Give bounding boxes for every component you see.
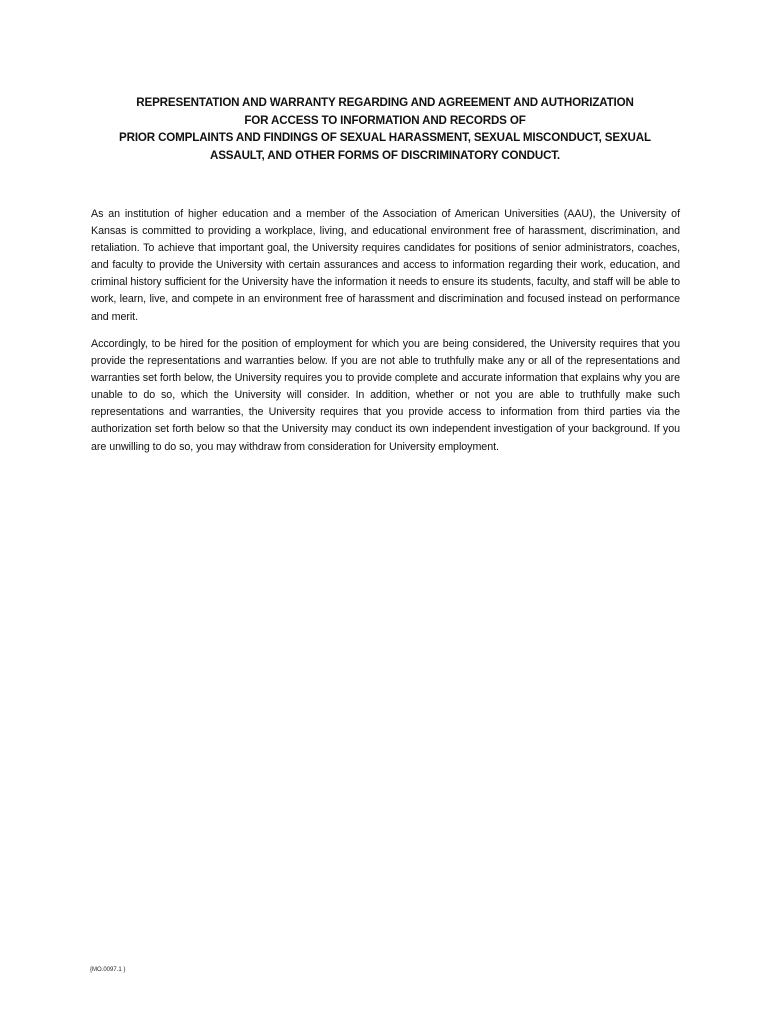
- title-line-1: REPRESENTATION AND WARRANTY REGARDING AND AGREEMENT AND AUTHORIZATION: [136, 96, 634, 109]
- document-title: [90, 94, 680, 164]
- document-code-footer: {MO.0097.1 }: [90, 967, 126, 973]
- title-line-2: FOR ACCESS TO INFORMATION AND RECORDS OF: [244, 113, 526, 127]
- title-line-4: ASSAULT, AND OTHER FORMS OF DISCRIMINATORY CONDUCT.: [209, 148, 561, 162]
- title-line-3: PRIOR COMPLAINTS AND FINDINGS OF SEXUAL HARASSMENT, SEXUAL MISCONDUCT, SEXUAL: [119, 131, 651, 144]
- paragraph-requirements: Accordingly, to be hired for the position of employment for which you are being considered, the University requires that you provide the representations and warranties below. If you are not able to truthfully make any or all of the representations and warranties set forth below, the University requires you to provide complete and accurate information that explains why you are unable to do so, which the University will consider. In addition, whether or not you are able to truthfully make such representations and warranties, the University requires that you provide access to information from third parties via the authorization set forth below so that the University may conduct its own independent investigation of your background. If you are unwilling to do so, you may withdraw from consideration for University employment.: [91, 338, 680, 453]
- paragraph-commitment: As an institution of higher education and a member of the Association of American Universities (AAU), the University of Kansas is committed to providing a workplace, living, and educational environment free of harassment, discrimination, and retaliation. To achieve that important goal, the University requires candidates for positions of senior administrators, coaches, and faculty to provide the University with certain assurances and access to information regarding their work, education, and criminal history sufficient for the University have the information it needs to ensure its students, faculty, and staff will be able to work, learn, live, and compete in an environment free of harassment and discrimination and focused instead on performance and merit.: [91, 208, 680, 323]
